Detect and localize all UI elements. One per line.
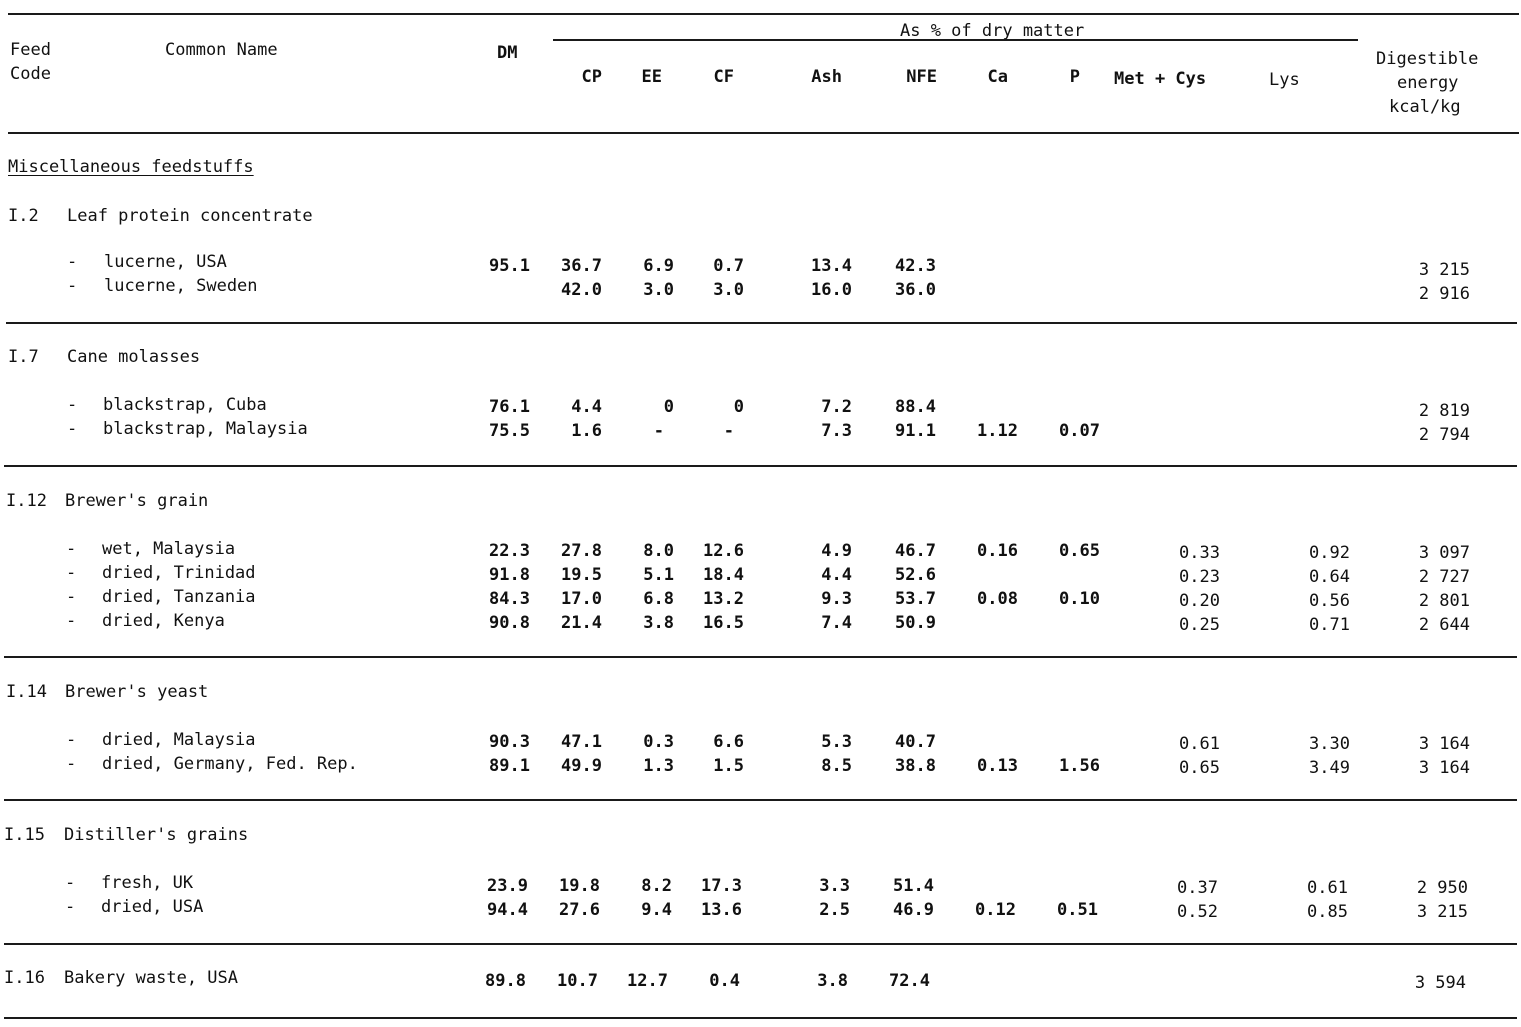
cell-ee: 0: [663, 397, 674, 417]
cell-cp: 27.8: [561, 541, 602, 561]
cell-dm: 76.1: [489, 397, 530, 417]
cell-cp: 27.6: [559, 900, 600, 920]
cell-de: 3 215: [1418, 260, 1470, 280]
cell-met-cys: 0.25: [1179, 615, 1220, 635]
row-dash: -: [66, 587, 77, 607]
cell-ca: 0.13: [977, 756, 1018, 776]
header-nfe: NFE: [906, 67, 937, 87]
divider-rule: [4, 799, 1517, 801]
cell-ee: 6.9: [643, 256, 674, 276]
group-code: I.15: [4, 825, 45, 845]
cell-cp: 19.5: [561, 565, 602, 585]
cell-cf: 6.6: [713, 732, 744, 752]
group-code: I.14: [6, 682, 47, 702]
header-met-cys: Met + Cys: [1114, 69, 1207, 89]
cell-dm: 89.1: [489, 756, 530, 776]
cell-cf: 13.2: [703, 589, 744, 609]
cell-cf: 3.0: [713, 280, 744, 300]
row-name: dried, Malaysia: [102, 730, 256, 750]
header-feed-code: Feed: [10, 40, 51, 60]
cell-met-cys: 0.65: [1179, 758, 1220, 778]
cell-nfe: 42.3: [895, 256, 936, 276]
cell-nfe: 53.7: [895, 589, 936, 609]
divider-rule: [4, 465, 1517, 467]
cell-cf: 16.5: [703, 613, 744, 633]
cell-de: 2 644: [1418, 615, 1470, 635]
row-name: dried, Trinidad: [102, 563, 256, 583]
cell-cp: 49.9: [561, 756, 602, 776]
header-de: kcal/kg: [1389, 97, 1461, 117]
cell-ash: 4.9: [821, 541, 852, 561]
cell-ee: 8.2: [641, 876, 672, 896]
cell-ee: 6.8: [643, 589, 674, 609]
divider-rule: [6, 322, 1517, 324]
cell-p: 0.10: [1059, 589, 1100, 609]
header-lys: Lys: [1269, 70, 1300, 90]
bottom-rule: [4, 1017, 1517, 1019]
cell-ee: 3.8: [643, 613, 674, 633]
cell-met-cys: 0.20: [1179, 591, 1220, 611]
cell-lys: 3.30: [1309, 734, 1350, 754]
divider-rule: [4, 943, 1517, 945]
cell-nfe: 40.7: [895, 732, 936, 752]
cell-ash: 13.4: [811, 256, 852, 276]
cell-cp: 21.4: [561, 613, 602, 633]
cell-cp: 47.1: [561, 732, 602, 752]
cell-nfe: 52.6: [895, 565, 936, 585]
cell-cp: 17.0: [561, 589, 602, 609]
cell-met-cys: 0.23: [1179, 567, 1220, 587]
cell-dm: 75.5: [489, 421, 530, 441]
row-name: dried, USA: [101, 897, 204, 917]
cell-ca: 0.12: [975, 900, 1016, 920]
cell-nfe: 88.4: [895, 397, 936, 417]
cell-ee: 3.0: [643, 280, 674, 300]
cell-nfe: 38.8: [895, 756, 936, 776]
row-dash: -: [67, 252, 78, 272]
row-name: dried, Tanzania: [102, 587, 256, 607]
header-group-label: As % of dry matter: [900, 21, 1085, 41]
cell-de: 2 801: [1418, 591, 1470, 611]
cell-ash: 7.3: [821, 421, 852, 441]
group-name: Bakery waste, USA: [64, 968, 238, 988]
row-name: dried, Germany, Fed. Rep.: [102, 754, 358, 774]
cell-cf: 13.6: [701, 900, 742, 920]
cell-de: 2 950: [1416, 878, 1468, 898]
cell-lys: 0.56: [1309, 591, 1350, 611]
cell-lys: 0.71: [1309, 615, 1350, 635]
cell-dm: 90.3: [489, 732, 530, 752]
cell-dm: 23.9: [487, 876, 528, 896]
cell-dm: 90.8: [489, 613, 530, 633]
row-dash: -: [67, 395, 78, 415]
cell-dm: 22.3: [489, 541, 530, 561]
cell-nfe: 91.1: [895, 421, 936, 441]
cell-p: 1.56: [1059, 756, 1100, 776]
cell-ee: 0.3: [643, 732, 674, 752]
row-name: blackstrap, Cuba: [103, 395, 267, 415]
row-dash: -: [67, 276, 78, 296]
cell-ash: 16.0: [811, 280, 852, 300]
cell-cp: 4.4: [571, 397, 602, 417]
cell-ash: 2.5: [819, 900, 850, 920]
header-ee: EE: [641, 67, 662, 87]
section-title: Miscellaneous feedstuffs: [8, 157, 254, 177]
cell-cf: 17.3: [701, 876, 742, 896]
cell-cp: 1.6: [571, 421, 602, 441]
cell-met-cys: 0.37: [1177, 878, 1218, 898]
row-name: lucerne, Sweden: [104, 276, 258, 296]
cell-lys: 0.61: [1307, 878, 1348, 898]
row-name: dried, Kenya: [102, 611, 225, 631]
cell-cf: -: [723, 421, 734, 441]
cell-nfe: 46.7: [895, 541, 936, 561]
row-dash: -: [65, 897, 76, 917]
cell-cp: 10.7: [557, 971, 598, 991]
cell-cp: 36.7: [561, 256, 602, 276]
group-name: Leaf protein concentrate: [67, 206, 313, 226]
cell-dm: 95.1: [489, 256, 530, 276]
header-ash: Ash: [811, 67, 842, 87]
group-name: Distiller's grains: [64, 825, 249, 845]
header-de: energy: [1397, 73, 1459, 93]
cell-cf: 0: [733, 397, 744, 417]
cell-lys: 3.49: [1309, 758, 1350, 778]
cell-met-cys: 0.52: [1177, 902, 1218, 922]
cell-nfe: 50.9: [895, 613, 936, 633]
cell-met-cys: 0.61: [1179, 734, 1220, 754]
group-code: I.2: [8, 206, 39, 226]
top-rule: [8, 13, 1519, 15]
cell-de: 2 916: [1418, 284, 1470, 304]
cell-ash: 7.4: [821, 613, 852, 633]
row-name: fresh, UK: [101, 873, 194, 893]
cell-de: 3 164: [1418, 734, 1470, 754]
group-code: I.7: [8, 347, 39, 367]
cell-dm: 84.3: [489, 589, 530, 609]
cell-ee: 9.4: [641, 900, 672, 920]
group-name: Brewer's grain: [65, 491, 209, 511]
group-code: I.12: [6, 491, 47, 511]
cell-p: 0.51: [1057, 900, 1098, 920]
cell-lys: 0.64: [1309, 567, 1350, 587]
cell-cf: 18.4: [703, 565, 744, 585]
group-code: I.16: [4, 968, 45, 988]
cell-ash: 3.8: [817, 971, 848, 991]
row-dash: -: [66, 611, 77, 631]
cell-cp: 19.8: [559, 876, 600, 896]
row-dash: -: [66, 563, 77, 583]
cell-ca: 1.12: [977, 421, 1018, 441]
header-ca: Ca: [987, 67, 1008, 87]
cell-cf: 12.6: [703, 541, 744, 561]
row-name: lucerne, USA: [104, 252, 227, 272]
cell-de: 2 794: [1418, 425, 1470, 445]
header-feed-code: Code: [10, 64, 51, 84]
row-dash: -: [66, 539, 77, 559]
cell-ash: 9.3: [821, 589, 852, 609]
cell-dm: 89.8: [485, 971, 526, 991]
cell-met-cys: 0.33: [1179, 543, 1220, 563]
cell-nfe: 51.4: [893, 876, 934, 896]
group-name: Cane molasses: [67, 347, 201, 367]
cell-ash: 7.2: [821, 397, 852, 417]
cell-ee: 1.3: [643, 756, 674, 776]
header-cf: CF: [713, 67, 734, 87]
header-common-name: Common Name: [165, 40, 278, 60]
cell-de: 2 819: [1418, 401, 1470, 421]
cell-nfe: 72.4: [889, 971, 930, 991]
cell-de: 3 164: [1418, 758, 1470, 778]
cell-ash: 3.3: [819, 876, 850, 896]
cell-lys: 0.92: [1309, 543, 1350, 563]
cell-ee: -: [653, 421, 664, 441]
header-de: Digestible: [1376, 49, 1479, 69]
row-dash: -: [66, 754, 77, 774]
cell-cf: 0.7: [713, 256, 744, 276]
cell-nfe: 36.0: [895, 280, 936, 300]
cell-dm: 91.8: [489, 565, 530, 585]
header-p: P: [1069, 67, 1080, 87]
cell-cf: 0.4: [709, 971, 740, 991]
row-dash: -: [67, 419, 78, 439]
cell-de: 3 215: [1416, 902, 1468, 922]
cell-p: 0.65: [1059, 541, 1100, 561]
cell-de: 3 097: [1418, 543, 1470, 563]
cell-lys: 0.85: [1307, 902, 1348, 922]
cell-cf: 1.5: [713, 756, 744, 776]
cell-cp: 42.0: [561, 280, 602, 300]
cell-ca: 0.08: [977, 589, 1018, 609]
header-bottom-rule: [8, 132, 1519, 134]
cell-ash: 8.5: [821, 756, 852, 776]
group-name: Brewer's yeast: [65, 682, 209, 702]
cell-ee: 5.1: [643, 565, 674, 585]
row-dash: -: [65, 873, 76, 893]
cell-de: 2 727: [1418, 567, 1470, 587]
cell-ee: 12.7: [627, 971, 668, 991]
cell-de: 3 594: [1414, 973, 1466, 993]
row-dash: -: [66, 730, 77, 750]
cell-nfe: 46.9: [893, 900, 934, 920]
cell-p: 0.07: [1059, 421, 1100, 441]
cell-ca: 0.16: [977, 541, 1018, 561]
row-name: blackstrap, Malaysia: [103, 419, 308, 439]
cell-ee: 8.0: [643, 541, 674, 561]
row-name: wet, Malaysia: [102, 539, 236, 559]
cell-dm: 94.4: [487, 900, 528, 920]
divider-rule: [4, 656, 1517, 658]
header-dm: DM: [497, 43, 518, 63]
cell-ash: 5.3: [821, 732, 852, 752]
header-cp: CP: [581, 67, 602, 87]
cell-ash: 4.4: [821, 565, 852, 585]
